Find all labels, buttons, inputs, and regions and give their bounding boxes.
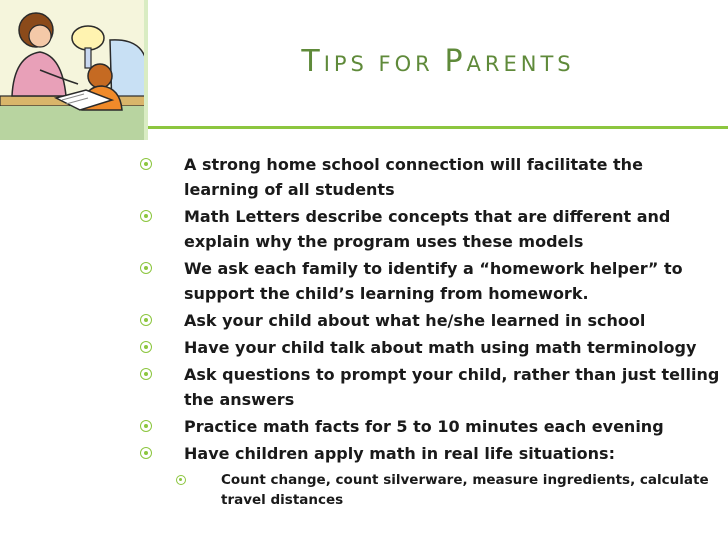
bullet-item xyxy=(140,152,720,202)
bullet-item xyxy=(140,441,720,466)
bullet-text: Practice math facts for 5 to 10 minutes each evening xyxy=(184,417,664,436)
bullet-text: Have children apply math in real life situations: xyxy=(184,444,615,463)
bullet-circle-icon xyxy=(140,368,152,380)
bullet-circle-icon xyxy=(140,447,152,459)
title-part: P xyxy=(444,44,467,79)
bullet-item xyxy=(140,414,720,439)
bullet-circle-icon xyxy=(140,158,152,170)
title-part: T xyxy=(301,44,324,79)
sub-bullet-item xyxy=(176,470,720,510)
bullet-item xyxy=(140,256,720,306)
slide-title xyxy=(148,44,728,79)
bullet-text: A strong home school connection will facilitate the learning of all students xyxy=(184,155,643,199)
title-part: ARENTS xyxy=(466,52,575,76)
bullet-text: Have your child talk about math using math terminology xyxy=(184,338,697,357)
bullet-text: Ask your child about what he/she learned in school xyxy=(184,311,646,330)
bullet-item xyxy=(140,362,720,412)
bullet-circle-icon xyxy=(140,341,152,353)
mother-child-homework-clipart xyxy=(0,0,148,140)
clipart-illustration xyxy=(0,0,148,140)
bullet-circle-icon xyxy=(140,420,152,432)
header-rule xyxy=(148,126,728,129)
bullet-circle-icon xyxy=(140,210,152,222)
bullet-item xyxy=(140,204,720,254)
bullet-circle-icon xyxy=(140,262,152,274)
bullet-text: Ask questions to prompt your child, rather than just telling the answers xyxy=(184,365,720,409)
bullet-circle-icon xyxy=(140,314,152,326)
bullet-list xyxy=(140,152,720,510)
bullet-item xyxy=(140,308,720,333)
sub-bullet-circle-icon xyxy=(176,475,186,485)
bullet-item xyxy=(140,335,720,360)
title-part: IPS FOR xyxy=(323,52,445,76)
sub-bullet-text: Count change, count silverware, measure ingredients, calculate travel distances xyxy=(221,472,709,508)
bullet-text: Math Letters describe concepts that are different and explain why the program uses these models xyxy=(184,207,671,251)
bullet-text: We ask each family to identify a “homework helper” to support the child’s learning from homework. xyxy=(184,259,683,303)
